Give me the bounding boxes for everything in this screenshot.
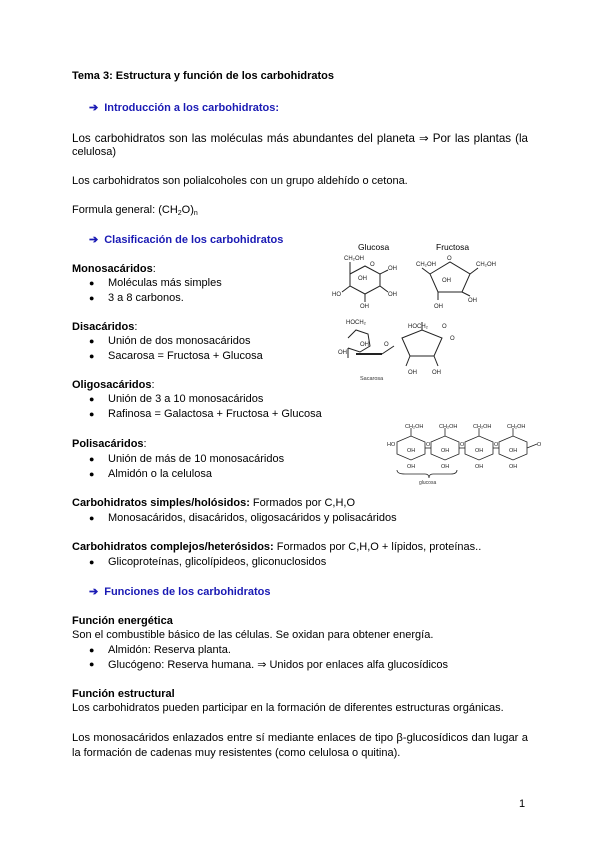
svg-text:HO: HO xyxy=(387,442,396,448)
svg-text:CH₂OH: CH₂OH xyxy=(476,262,496,268)
list-item xyxy=(89,292,184,304)
monosacaridos-heading-label: Monosacáridos xyxy=(72,263,153,275)
polisacaridos-heading-label: Polisacáridos xyxy=(72,438,144,450)
list-item-text: Unión de dos monosacáridos xyxy=(108,335,251,347)
svg-text:OH: OH xyxy=(441,448,450,454)
estructural-paragraph-line1: Los monosacáridos enlazados entre sí mediante enlaces de tipo β-glucosídicos dan lugar a xyxy=(72,732,528,744)
disaccharide-structure-figure xyxy=(338,316,478,382)
general-formula xyxy=(72,204,198,217)
svg-text:HO: HO xyxy=(332,292,341,298)
svg-text:OH: OH xyxy=(338,350,347,356)
energetica-heading: Función energética xyxy=(72,615,173,627)
svg-text:O: O xyxy=(450,336,455,342)
formula-sub-2: 2 xyxy=(177,210,182,217)
simples-text: Formados por C,H,O xyxy=(249,497,355,509)
glucosa-chain-label: glucosa xyxy=(419,480,437,486)
svg-text:OH: OH xyxy=(407,464,416,470)
section-heading-funciones-label: Funciones de los carbohidratos xyxy=(104,586,271,598)
svg-text:OH: OH xyxy=(388,266,397,272)
list-item-text: Rafinosa = Galactosa + Fructosa + Glucosa xyxy=(108,408,322,420)
list-item-text: 3 a 8 carbonos. xyxy=(108,292,184,304)
list-item-text: Glucógeno: Reserva humana. ⇒ Unidos por enlaces alfa glucosídicos xyxy=(108,659,449,671)
list-item xyxy=(89,644,231,656)
svg-text:CH₂OH: CH₂OH xyxy=(344,256,364,262)
svg-text:O: O xyxy=(442,324,447,330)
intro-paragraph-line1: Los carbohidratos son las moléculas más abundantes del planeta ⇒ Por las plantas (la xyxy=(72,132,528,145)
list-item xyxy=(89,277,222,289)
estructural-heading: Función estructural xyxy=(72,688,175,700)
arrow-right-icon: ➔ xyxy=(89,234,99,246)
polysaccharide-structure-figure xyxy=(385,424,555,486)
svg-text:HOCH₂: HOCH₂ xyxy=(408,324,428,330)
oligosacaridos-heading-label: Oligosacáridos xyxy=(72,379,152,391)
list-item xyxy=(89,556,326,568)
list-item xyxy=(89,512,397,524)
arrow-right-icon: ➔ xyxy=(89,586,99,598)
page-title: Tema 3: Estructura y función de los carbohidratos xyxy=(72,70,335,82)
svg-text:O: O xyxy=(447,256,452,262)
list-item-text: Moléculas más simples xyxy=(108,277,222,289)
svg-text:OH: OH xyxy=(360,304,369,310)
list-item xyxy=(89,335,250,347)
svg-text:CH₂OH: CH₂OH xyxy=(473,424,492,430)
monosaccharide-structures-figure xyxy=(330,238,515,310)
svg-text:CH₂OH: CH₂OH xyxy=(507,424,526,430)
oligosacaridos-heading: Oligosacáridos: xyxy=(72,379,155,391)
svg-text:OH: OH xyxy=(358,276,367,282)
svg-text:HOCH₂: HOCH₂ xyxy=(346,320,366,326)
svg-text:OH: OH xyxy=(360,342,369,348)
bullet-icon: ● xyxy=(89,454,95,464)
simples-heading: Carbohidratos simples/holósidos: xyxy=(72,497,250,509)
svg-text:OH: OH xyxy=(475,448,484,454)
bullet-icon: ● xyxy=(89,645,95,655)
estructural-paragraph-line2: la formación de cadenas muy resistentes (como celulosa o quitina). xyxy=(72,747,401,759)
list-item xyxy=(89,658,448,671)
svg-text:O: O xyxy=(384,342,389,348)
svg-text:OH: OH xyxy=(509,464,518,470)
svg-text:O: O xyxy=(537,442,542,448)
bullet-icon: ● xyxy=(89,336,95,346)
complejos-heading: Carbohidratos complejos/heterósidos: xyxy=(72,541,274,553)
svg-text:OH: OH xyxy=(434,304,443,310)
section-heading-funciones xyxy=(89,585,270,598)
svg-text:OH: OH xyxy=(388,292,397,298)
glucose-ring xyxy=(342,262,388,302)
complejos-line xyxy=(72,541,481,553)
list-item xyxy=(89,393,263,405)
bullet-icon: ● xyxy=(89,469,95,479)
svg-text:O: O xyxy=(460,442,465,448)
fructosa-label: Fructosa xyxy=(436,242,470,252)
section-heading-intro-label: Introducción a los carbohidratos: xyxy=(104,102,280,114)
intro-paragraph-2: Los carbohidratos son polialcoholes con un grupo aldehído o cetona. xyxy=(72,175,408,187)
list-item-text: Glicoproteínas, glicolípideos, gliconuclosidos xyxy=(108,556,327,568)
list-item-text: Almidón: Reserva planta. xyxy=(108,644,231,656)
bullet-icon: ● xyxy=(89,409,95,419)
sacarosa-label: Sacarosa xyxy=(360,376,384,382)
bullet-icon: ● xyxy=(89,293,95,303)
bullet-icon: ● xyxy=(89,513,95,523)
svg-text:OH: OH xyxy=(407,448,416,454)
bullet-icon: ● xyxy=(89,351,95,361)
svg-text:O: O xyxy=(370,262,375,268)
disacaridos-heading-label: Disacáridos xyxy=(72,321,135,333)
disacaridos-heading: Disacáridos: xyxy=(72,321,138,333)
list-item xyxy=(89,453,284,465)
polisacaridos-heading: Polisacáridos: xyxy=(72,438,147,450)
list-item-text: Unión de más de 10 monosacáridos xyxy=(108,453,285,465)
svg-text:O: O xyxy=(426,442,431,448)
formula-prefix: Formula general: (CH xyxy=(72,204,178,216)
monosacaridos-heading: Monosacáridos: xyxy=(72,263,156,275)
svg-text:OH: OH xyxy=(441,464,450,470)
svg-text:CH₂OH: CH₂OH xyxy=(439,424,458,430)
bullet-icon: ● xyxy=(89,278,95,288)
svg-text:O: O xyxy=(494,442,499,448)
arrow-right-icon: ➔ xyxy=(89,102,99,114)
intro-paragraph-line2: celulosa) xyxy=(72,146,117,158)
svg-text:OH: OH xyxy=(432,370,441,376)
formula-mid: O) xyxy=(181,204,194,216)
svg-text:OH: OH xyxy=(475,464,484,470)
list-item xyxy=(89,468,212,480)
complejos-text: Formados por C,H,O + lípidos, proteínas.. xyxy=(273,541,482,553)
section-heading-clasificacion-label: Clasificación de los carbohidratos xyxy=(104,234,284,246)
bullet-icon: ● xyxy=(89,557,95,567)
list-item xyxy=(89,408,322,420)
svg-text:CH₂OH: CH₂OH xyxy=(405,424,424,430)
page-number: 1 xyxy=(519,798,526,810)
svg-text:OH: OH xyxy=(468,298,477,304)
bullet-icon: ● xyxy=(89,394,95,404)
svg-text:OH: OH xyxy=(509,448,518,454)
list-item-text: Almidón o la celulosa xyxy=(108,468,212,480)
list-item-text: Sacarosa = Fructosa + Glucosa xyxy=(108,350,263,362)
svg-text:OH: OH xyxy=(408,370,417,376)
svg-text:OH: OH xyxy=(442,278,451,284)
simples-line xyxy=(72,497,355,509)
glucosa-label: Glucosa xyxy=(358,242,390,252)
estructural-text: Los carbohidratos pueden participar en la formación de diferentes estructuras orgánicas. xyxy=(72,702,504,714)
formula-sub-n: n xyxy=(193,210,198,217)
svg-text:CH₂OH: CH₂OH xyxy=(416,262,436,268)
list-item-text: Monosacáridos, disacáridos, oligosacáridos y polisacáridos xyxy=(108,512,397,524)
section-heading-intro xyxy=(89,101,279,114)
bullet-icon: ● xyxy=(89,659,95,669)
list-item xyxy=(89,350,263,362)
section-heading-clasificacion xyxy=(89,233,283,246)
list-item-text: Unión de 3 a 10 monosacáridos xyxy=(108,393,264,405)
energetica-text: Son el combustible básico de las células. Se oxidan para obtener energía. xyxy=(72,629,434,641)
